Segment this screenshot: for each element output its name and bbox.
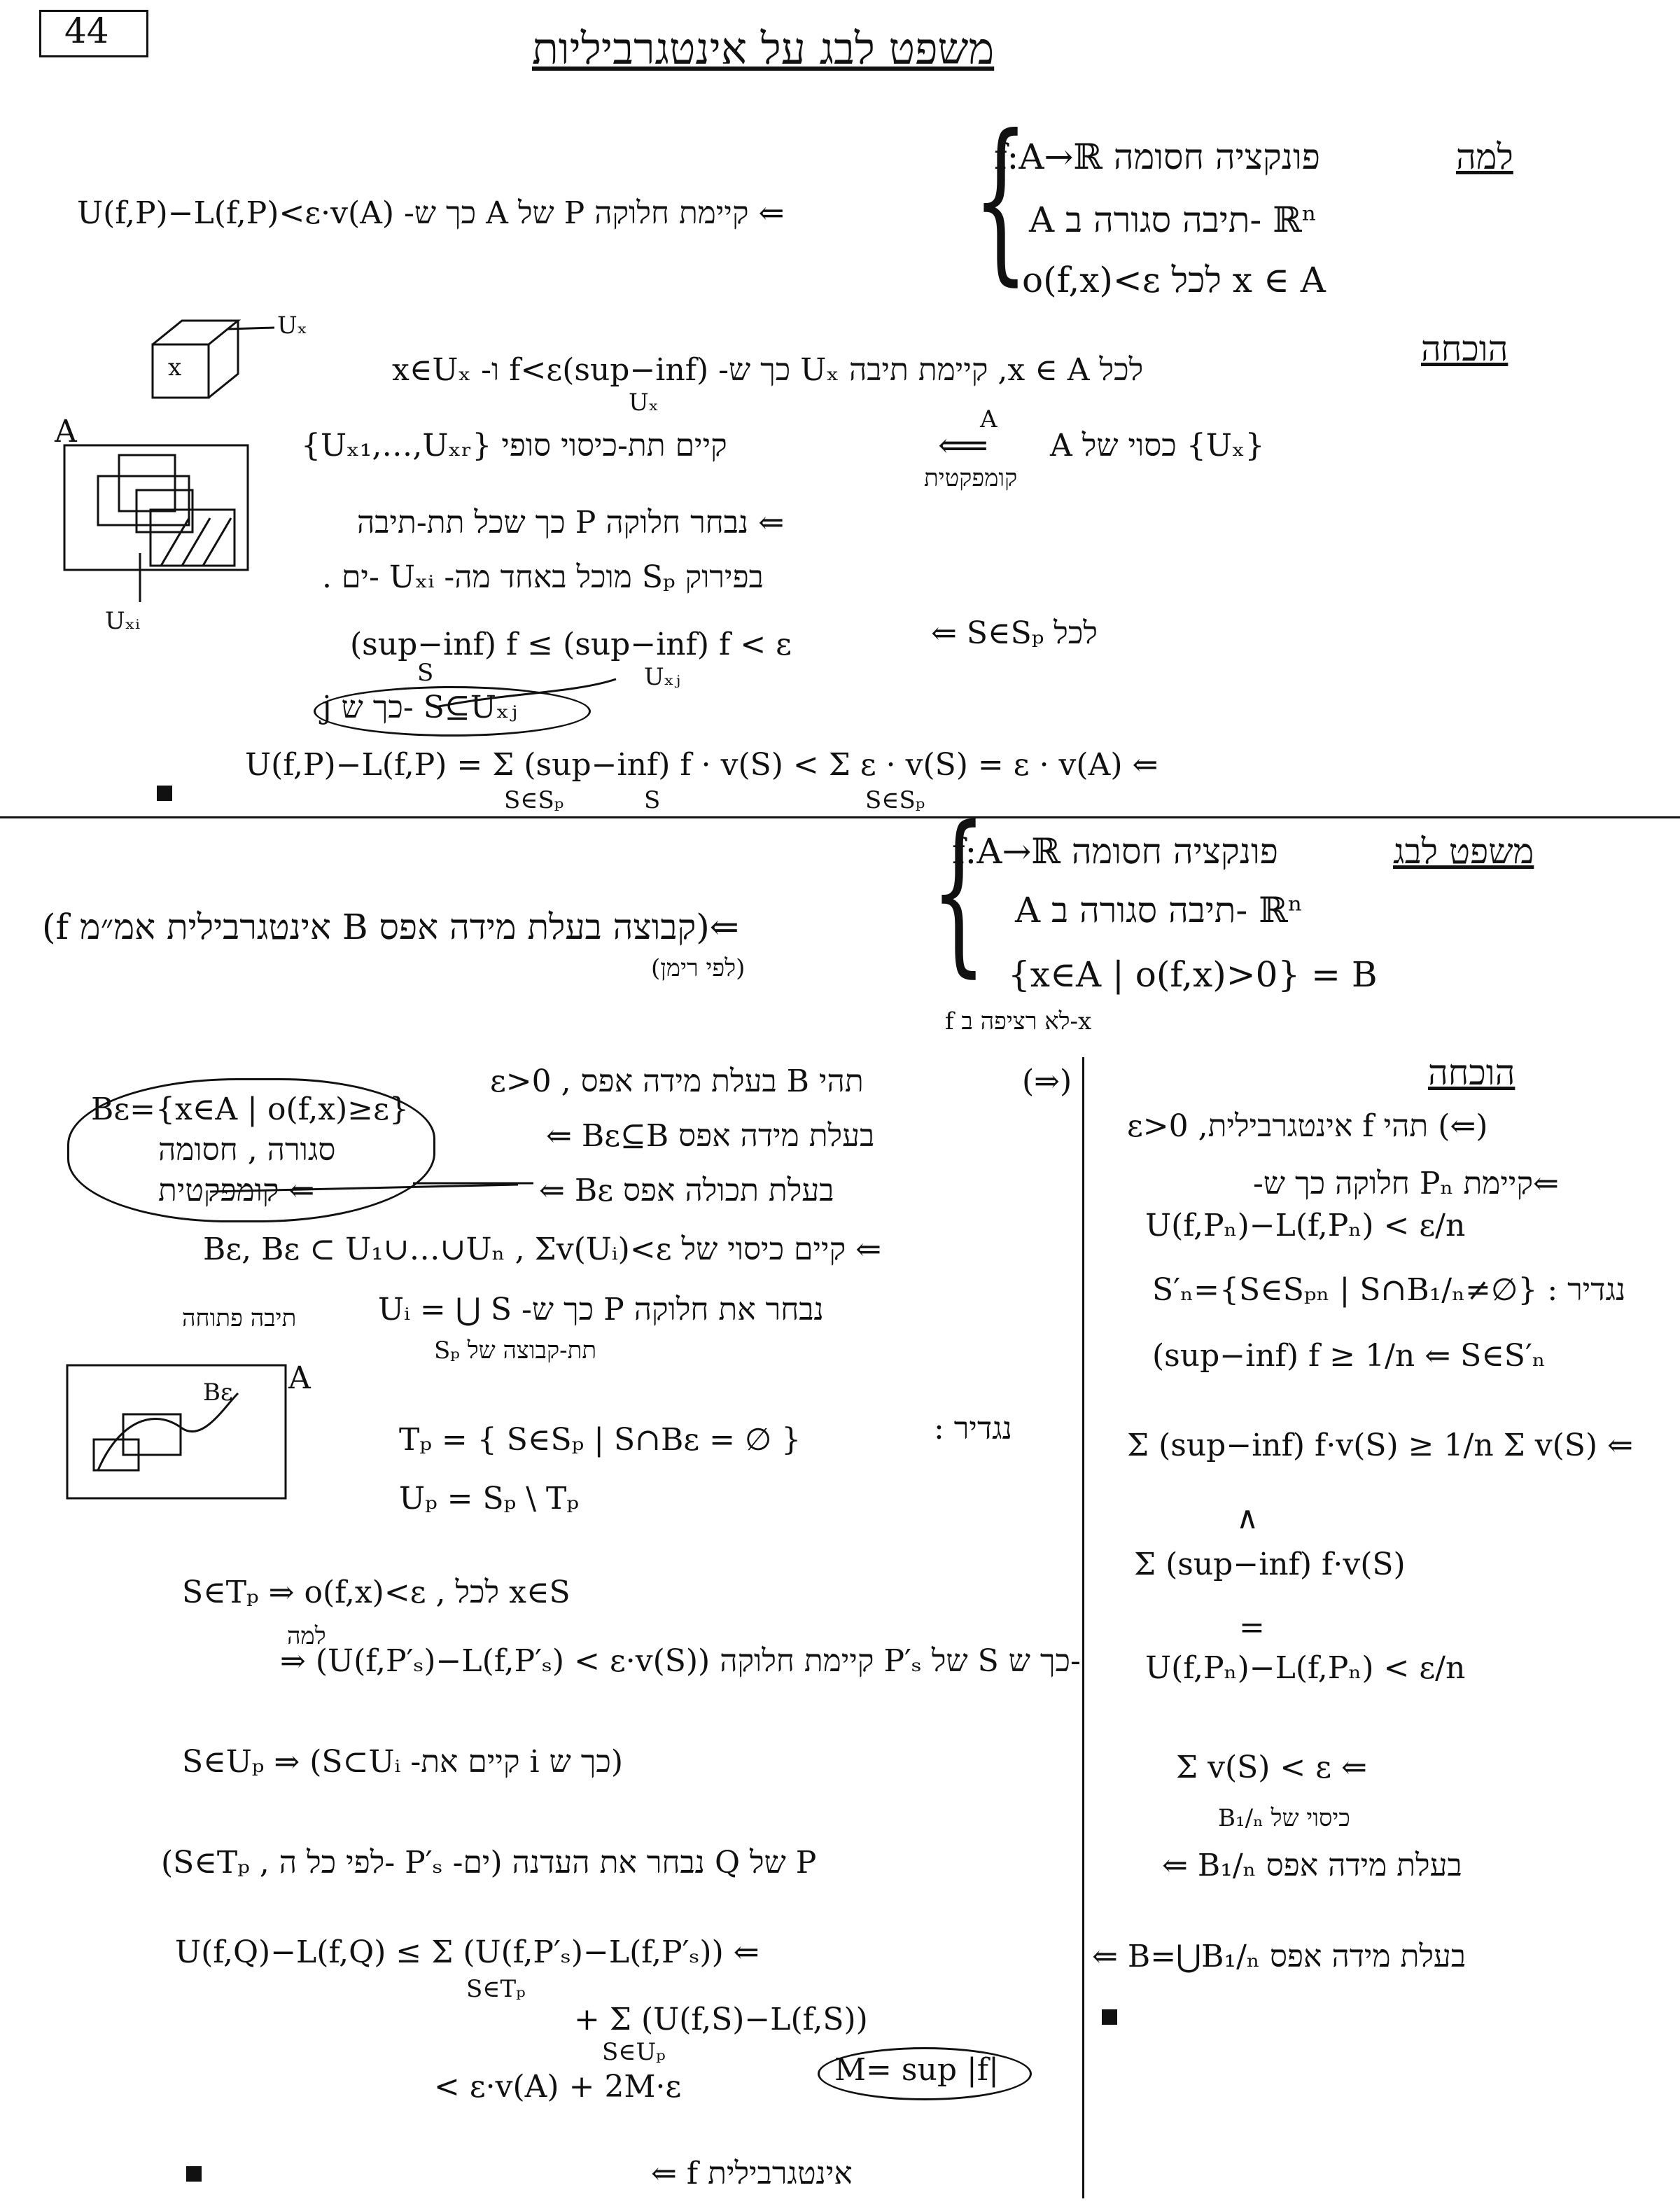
cube-inner-label: x bbox=[168, 354, 182, 382]
lemma-condition-1: f:A→ℝ פונקציה חסומה bbox=[994, 137, 1321, 177]
forward-line-2: ⇐ Bε⊆B בעלת מידה אפס bbox=[546, 1118, 875, 1154]
final-line-1-sub: S∈Tₚ bbox=[466, 1975, 526, 2003]
forward-qed bbox=[186, 2166, 202, 2182]
forward-line-1: תהי B בעלת מידה אפס , ε>0 bbox=[490, 1063, 864, 1099]
final-line-3: < ε·v(A) + 2M·ε bbox=[434, 2069, 682, 2105]
theorem-conclusion-note: (לפי רימן) bbox=[651, 954, 746, 982]
lemma-proof-line-1-sub: Uₓ bbox=[629, 389, 659, 417]
backward-qed bbox=[1102, 2009, 1117, 2025]
theorem-label: משפט לבג bbox=[1393, 831, 1534, 872]
lemma-brace: { bbox=[972, 97, 1029, 301]
final-line-2: + Σ (U(f,S)−L(f,S)) bbox=[574, 2002, 868, 2037]
lemma-condition-3: o(f,x)<ε לכל x ∈ A bbox=[1022, 260, 1326, 300]
forward-figure-a: A bbox=[288, 1360, 311, 1396]
theorem-condition-3: {x∈A | o(f,x)>0} = B bbox=[1008, 954, 1378, 995]
define-label: נגדיר : bbox=[934, 1411, 1012, 1446]
backward-line-11-note: כיסוי של B₁/ₙ bbox=[1218, 1804, 1350, 1832]
lemma-condition-2: A תיבה סגורה ב- ℝⁿ bbox=[1029, 200, 1317, 240]
lemma-proof-line-3: ⇐ נבחר חלוקה P כך שכל תת-תיבה bbox=[357, 505, 785, 540]
forward-line-5-note-1: תיבה פתוחה bbox=[182, 1304, 297, 1332]
backward-line-12: ⇐ B₁/ₙ בעלת מידה אפס bbox=[1162, 1848, 1462, 1883]
backward-proof-label: הוכחה bbox=[1428, 1052, 1516, 1093]
lemma-proof-line-7-sub-3: S∈Sₚ bbox=[865, 786, 925, 814]
backward-line-8: Σ (sup−inf) f·v(S) bbox=[1134, 1547, 1406, 1582]
backward-line-2: ⇐קיימת Pₙ חלוקה כך ש- bbox=[1253, 1166, 1559, 1201]
backward-line-4: נגדיר : S′ₙ={S∈Sₚₙ | S∩B₁/ₙ≠∅} bbox=[1152, 1272, 1626, 1308]
lemma-proof-line-4: בפירוק Sₚ מוכל באחד מה- Uₓᵢ -ים . bbox=[322, 559, 764, 595]
theorem-conclusion: (f אינטגרבילית אמ״מ B קבוצה בעלת מידה אפס)⇐ bbox=[42, 907, 739, 947]
lemma-proof-label: הוכחה bbox=[1421, 328, 1508, 369]
lemma-proof-line-7: U(f,P)−L(f,P) = Σ (sup−inf) f · v(S) < Σ ε · v(S) = ε · v(A) ⇐ bbox=[245, 747, 1158, 783]
forward-line-3: ⇐ Bε בעלת תכולה אפס bbox=[539, 1173, 834, 1208]
backward-line-9: = bbox=[1239, 1610, 1265, 1645]
backward-line-3: U(f,Pₙ)−L(f,Pₙ) < ε/n bbox=[1145, 1208, 1466, 1243]
forward-direction: (⇒) bbox=[1022, 1063, 1072, 1099]
grid-label-a: A bbox=[55, 414, 77, 449]
grid-label-u: Uₓᵢ bbox=[105, 607, 140, 635]
backward-line-7: ∧ bbox=[1236, 1500, 1259, 1536]
case-u-line: S∈Uₚ ⇒ (S⊂Uᵢ -קיים את i כך ש) bbox=[182, 1744, 623, 1780]
cloud-line-1: Bε={x∈A | o(f,x)≥ε} bbox=[91, 1091, 409, 1127]
lemma-qed bbox=[157, 786, 172, 801]
lemma-proof-line-2-arrow-bottom: קומפקטית bbox=[924, 464, 1018, 492]
definition-u: Uₚ = Sₚ \ Tₚ bbox=[399, 1481, 579, 1516]
final-line-3-note: M= sup |f| bbox=[834, 2052, 999, 2088]
forward-figure bbox=[67, 1365, 286, 1498]
lemma-conclusion: U(f,P)−L(f,P)<ε·v(A) -כך ש A של P קיימת חלוקה ⇐ bbox=[77, 195, 785, 231]
backward-line-6: Σ (sup−inf) f·v(S) ≥ 1/n Σ v(S) ⇐ bbox=[1127, 1428, 1633, 1463]
forward-line-5: נבחר את חלוקה P כך ש- Uᵢ = ⋃ S bbox=[378, 1292, 824, 1327]
lemma-proof-line-6: j כך ש- S⊆Uₓⱼ bbox=[322, 690, 518, 725]
lemma-proof-line-1: לכל x ∈ A, קיימת תיבה Uₓ כך ש- (sup−inf)f<ε ו- x∈Uₓ bbox=[392, 352, 1144, 388]
cloud-line-3: ⇐ קומפקטית bbox=[158, 1173, 315, 1208]
final-line-2-sub: S∈Uₚ bbox=[602, 2038, 666, 2066]
final-line-1: U(f,Q)−L(f,Q) ≤ Σ (U(f,P′ₛ)−L(f,P′ₛ)) ⇐ bbox=[175, 1934, 760, 1970]
backward-line-5: (sup−inf) f ≥ 1/n ⇐ S∈S′ₙ bbox=[1152, 1338, 1546, 1374]
section-divider bbox=[0, 816, 1680, 818]
lemma-proof-line-2-arrow: ⟸ bbox=[938, 425, 988, 466]
theorem-condition-2: A תיבה סגורה ב- ℝⁿ bbox=[1015, 890, 1303, 930]
case-t-line-1: S∈Tₚ ⇒ o(f,x)<ε , לכל x∈S bbox=[182, 1575, 570, 1610]
grid-drawing bbox=[64, 445, 248, 602]
theorem-condition-3-note: f לא רציפה ב-x bbox=[945, 1007, 1092, 1035]
lemma-proof-line-2-right: A כסוי של {Uₓ} bbox=[1050, 428, 1265, 463]
case-t-note: למה bbox=[287, 1622, 326, 1650]
forward-line-5-note-2: תת-קבוצה של Sₚ bbox=[434, 1337, 597, 1365]
backward-line-10: U(f,Pₙ)−L(f,Pₙ) < ε/n bbox=[1145, 1650, 1466, 1686]
case-t-line-2: ⇒ (U(f,P′ₛ)−L(f,P′ₛ) < ε·v(S)) קיימת חלוקה P′ₛ של S כך ש- bbox=[280, 1643, 1081, 1679]
proof-column-divider bbox=[1082, 1057, 1084, 2198]
lemma-proof-line-7-sub-2: S bbox=[644, 786, 661, 814]
backward-line-1: (⇐) תהי f אינטגרבילית, ε>0 bbox=[1127, 1108, 1488, 1144]
lemma-proof-line-7-sub-1: S∈Sₚ bbox=[504, 786, 564, 814]
page-number: 44 bbox=[64, 11, 109, 51]
theorem-brace: { bbox=[930, 789, 987, 993]
backward-line-11: Σ v(S) < ε ⇐ bbox=[1176, 1750, 1367, 1785]
final-line-4: ⇐ f אינטגרבילית bbox=[651, 2156, 853, 2191]
forward-line-4: ⇐ קיים כיסוי של Bε, Bε ⊂ U₁∪…∪Uₙ , Σv(Uᵢ)<ε bbox=[203, 1232, 881, 1267]
cube-label: Uₓ bbox=[277, 312, 308, 340]
theorem-condition-1: f:A→ℝ פונקציה חסומה bbox=[952, 831, 1279, 872]
lemma-label: למה bbox=[1456, 137, 1513, 177]
lemma-proof-line-5: (sup−inf) f ≤ (sup−inf) f < ε bbox=[350, 627, 792, 662]
forward-figure-b: Bε bbox=[203, 1379, 233, 1407]
page-title: משפט לבג על אינטגרביליות bbox=[532, 23, 995, 74]
backward-line-13: ⇐ B=⋃B₁/ₙ בעלת מידה אפס bbox=[1092, 1939, 1466, 1974]
lemma-proof-line-5-arrow: לכל S∈Sₚ ⇐ bbox=[931, 615, 1098, 651]
lemma-proof-line-2-arrow-top: A bbox=[980, 405, 997, 433]
lemma-proof-line-5-sub-right: Uₓⱼ bbox=[644, 663, 681, 691]
lemma-proof-line-5-sub-left: S bbox=[417, 659, 434, 687]
refinement-line: (S∈Tₚ , לפי כל ה- P′ₛ -ים) נבחר את העדנה Q של P bbox=[161, 1845, 817, 1881]
definition-t: Tₚ = { S∈Sₚ | S∩Bε = ∅ } bbox=[399, 1422, 802, 1458]
cloud-line-2: סגורה , חסומה bbox=[158, 1132, 336, 1168]
lemma-proof-line-2-left: {Uₓ₁,…,Uₓᵣ} קיים תת-כיסוי סופי bbox=[301, 428, 727, 463]
